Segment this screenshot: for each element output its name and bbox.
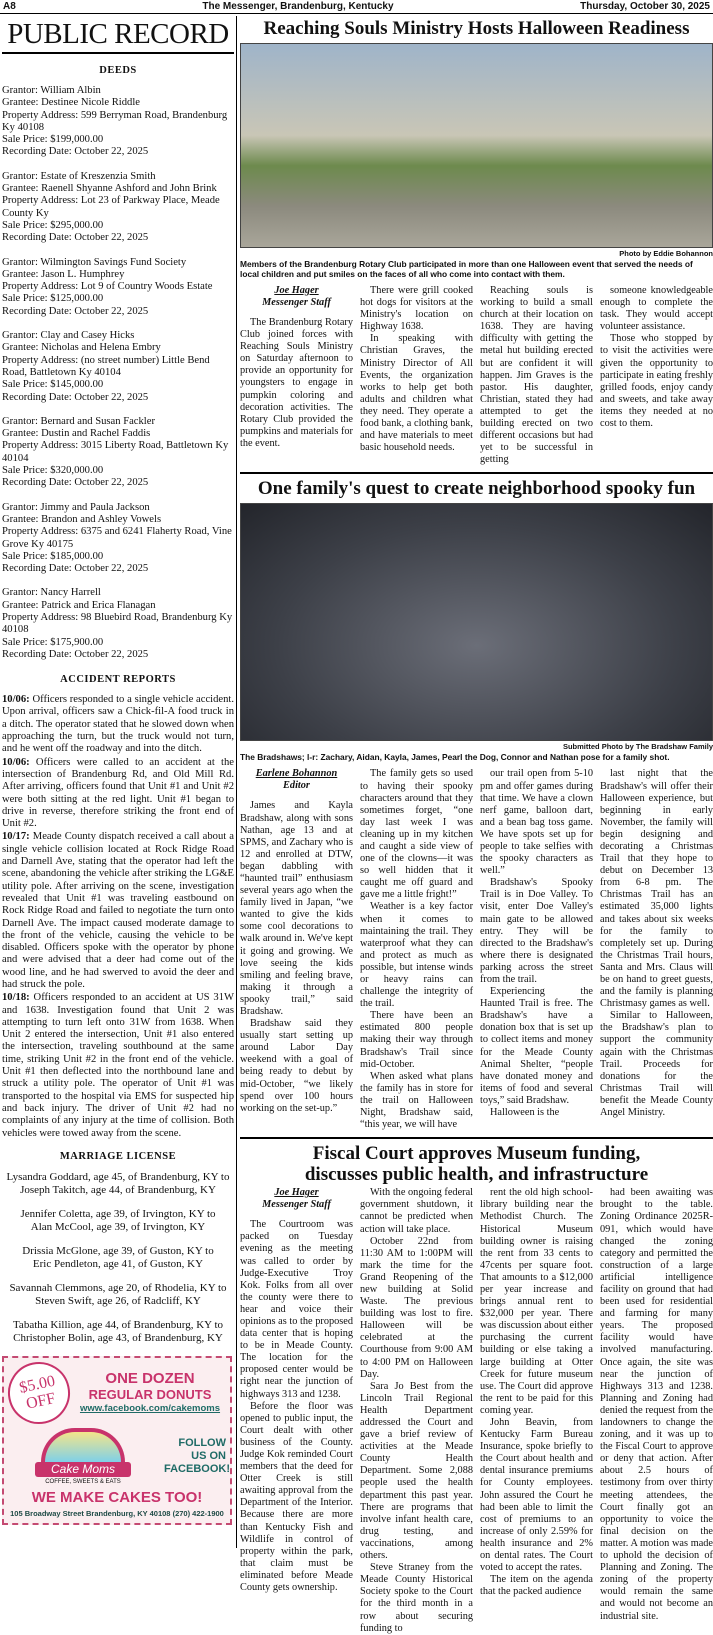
byline (240, 285, 353, 309)
headline: Fiscal Court approves Museum funding, discusses public health, and infrastructure (304, 1143, 649, 1186)
deed-line: Grantor: Wilmington Savings Fund Society (2, 256, 187, 268)
marriage-license (2, 1245, 234, 1271)
deed-record (2, 416, 234, 490)
deed-line: Recording Date: October 22, 2025 (2, 391, 149, 403)
article-fiscal-court (240, 1143, 713, 1634)
cake-moms-ad (2, 1356, 232, 1525)
article-body (240, 1187, 713, 1634)
brand-tagline: COFFEE, SWEETS & EATS (45, 1478, 121, 1485)
paragraph: Weather is a key factor when it comes to maintaining the trail. They waterproof what they can and protect as much as possible, but intense winds or heavy rains can challenge the integrity of the trail. (360, 901, 473, 1010)
article-column (480, 768, 593, 1119)
byline-name: Joe Hager (274, 1187, 319, 1199)
ad-offer (74, 1370, 226, 1415)
paragraph: rent the old high school-library building near the Methodist Church. The Historical Museum building owner is raising the rent from 33 cents to 47cents per square foot. That amounts to a $12,000 per year increase and brings annual rent to $32,000 per year. There was discussion about either purchasing the current building or else taking a large building at Otter Creek for future museum use. The Court did approve the rent to be paid for this coming year. (480, 1187, 593, 1416)
deed-line: Sale Price: $295,000.00 (2, 219, 104, 231)
marriage-license (2, 1319, 234, 1345)
headline: One family's quest to create neighborhood spooky fun (257, 478, 696, 500)
articles-area (240, 18, 713, 1635)
deed-line: Grantee: Destinee Nicole Riddle (2, 97, 140, 109)
paragraph: Sara Jo Best from the Lincoln Trail Regional Health Department addressed the Court and gave a brief review of activities at the Meade County Health Department. Some 2,088 people used the health department this past year. There are programs that involve infant health care, drug testing, and vaccinations, among others. (360, 1380, 473, 1562)
paragraph: Those who stopped by to visit the activities were given the opportunity to participate in eating freshly grilled foods, enjoy candy and sweets, and take away items they needed at no cost to them. (600, 333, 713, 430)
paragraph: When asked what plans the family has in store for the trail on Halloween Night, Bradshaw said, “this year, we will have (360, 1070, 473, 1131)
paragraph: last night that the Bradshaw's will offer their Halloween experience, but beginning in early November, the family will begin designing and decorating a Christmas Trail that they hope to debut on December 13 from 6-8 pm. The Christmas Trail has an estimated 35,000 lights and takes about six weeks for the family to completely set up. During the Christmas Trail hours, Santa and Mrs. Claus will be on hand to greet guests, and the family is planning Christmasy games as well. (600, 768, 713, 1010)
paragraph: Bradshaw said they usually start setting up around Labor Day weekend with a goal of being ready to debut by mid-October, “we likely spend over 100 hours working on the set-up.” (240, 1018, 353, 1114)
accident-date: 10/06: (2, 694, 30, 706)
paragraph: There were grill cooked hot dogs for visitors at the Ministry's location on Highway 1638. (360, 285, 473, 333)
deed-line: Sale Price: $145,000.00 (2, 379, 104, 391)
article-body (240, 285, 713, 466)
article-column (240, 285, 353, 450)
byline (240, 768, 353, 792)
accident-report (2, 831, 234, 991)
accident-heading: ACCIDENT REPORTS (60, 674, 176, 686)
cake-moms-logo (8, 1428, 158, 1486)
facebook-link[interactable]: www.facebook.com/cakemoms (79, 1403, 221, 1415)
deed-line: Sale Price: $320,000.00 (2, 465, 104, 477)
paragraph: The family gets so used to having their spooky characters around that they sometimes forget, “one day last week I was cleaning up in my kitchen and caught a side view of one of the clowns—it was so well hidden that it caught me off guard and gave me a little fright!” (360, 768, 473, 901)
ad-middle-row (8, 1428, 230, 1486)
follow-text: FOLLOW US ON FACEBOOK! (164, 1437, 230, 1476)
paragraph: Experiencing the Haunted Trail is free. The Bradshaw's have a donation box that is set up to collect items and money for the Meade County Animal Shelter, “people have donated money and items of food and several toys,” said Bradshaw. (480, 986, 593, 1106)
issue-date: Thursday, October 30, 2025 (580, 1, 710, 12)
page-number: A8 (3, 1, 16, 12)
deed-line: Grantor: Jimmy and Paula Jackson (2, 501, 150, 513)
coupon-amount: $5.00 OFF (17, 1372, 57, 1413)
deed-line: Grantor: Clay and Casey Hicks (2, 330, 135, 342)
article-column (600, 285, 713, 430)
accident-date: 10/06: (2, 756, 30, 768)
deed-line: Sale Price: $175,900.00 (2, 636, 104, 648)
deed-line: Grantee: Dustin and Rachel Faddis (2, 428, 151, 440)
ad-address: 105 Broadway Street Brandenburg, KY 40108 (270) 422-1900 (10, 1508, 224, 1518)
deed-line: Property Address: (no street number) Little Bend Road, Battletown Ky 40104 (2, 354, 210, 378)
byline-name: Joe Hager (274, 285, 319, 296)
deed-line: Property Address: 6375 and 6241 Flaherty Road, Vine Grove Ky 40175 (2, 526, 232, 550)
marriage-heading: MARRIAGE LICENSE (59, 1150, 177, 1162)
deed-line: Grantee: Jason L. Humphrey (2, 268, 125, 280)
article-column (240, 768, 353, 1114)
accident-text: Officers responded to an accident at US 31W and 1638. Investigation found that Unit 2 was attempting to turn left onto 31W from 1638. When Unit 2 entered the intersection, Unit #1 also entered the intersection, traveling southbound at the same time, striking Unit #2 in the front end of the vehicle. Unit #1 then deflected into the northbound lane and struck a utility pole. The operator of Unit #1 was transported to the hospital via EMS for suspected hip and back injury. The driver of Unit #2 had no complaints of any injury at the time of collision. Both vehicles were towed away from the scene. (2, 992, 234, 1139)
photo-credit: Photo by Eddie Bohannon (619, 249, 713, 258)
accident-report (2, 992, 234, 1140)
license-line: Jennifer Coletta, age 39, of Irvington, KY to (20, 1207, 216, 1220)
byline-name: Earlene Bohannon (255, 768, 338, 780)
license-line: Alan McCool, age 39, of Irvington, KY (30, 1220, 206, 1233)
paragraph: Reaching souls is working to build a small church at their location on 1638. They are having difficulty with getting the metal hut building erected but are confident it will happen. Jim Graves is the pastor. His daughter, Christian, stated they had attempted to get the building erected on two different occasions but had yet to be successful in getting (480, 285, 593, 466)
article-halloween-readiness (240, 18, 713, 466)
deed-record (2, 587, 234, 661)
paragraph: Halloween is the (490, 1107, 560, 1119)
bradshaw-family-photo (240, 503, 713, 741)
paragraph: our trail open from 5-10 pm and offer games during that time. We have a clown nerf game, balloon dart, and a bean bag toss game. We have spots set up for people to take selfies with the spooky characters as well.” (480, 768, 593, 877)
article-body (240, 768, 713, 1131)
deed-line: Property Address: 3015 Liberty Road, Battletown Ky 40104 (2, 440, 229, 464)
paragraph: Similar to Halloween, the Bradshaw's plan to support the community again with the Christmas Trail. Proceeds for donations for the Christmas Trail will benefit the Meade County Angel Ministry. (600, 1010, 713, 1119)
deed-line: Property Address: Lot 23 of Parkway Place, Meade County Ky (2, 195, 220, 219)
deed-line: Property Address: 599 Berryman Road, Brandenburg Ky 40108 (2, 109, 228, 133)
rotary-club-photo (240, 43, 713, 248)
article-column (360, 768, 473, 1131)
accident-text: Meade County dispatch received a call about a single vehicle collision located at Rock Ridge Road and Darnell Ave, stating that the operator had left the scene, abandoning the vehicle after striking the LG&E utility pole. After arriving on the scene, investigation revealed that Unit #1 was traveling eastbound on Rock Ridge Road and failed to negotiate the turn onto Darnell Ave. The impact caused moderate damage to the front of the vehicle, causing the vehicle to be disabled. Officers spoke with the operator by phone and were advised that a deer had come out of the wood line, and he had swerved to avoid the deer and had struck the pole. (2, 831, 235, 990)
deed-record (2, 502, 234, 576)
deed-line: Recording Date: October 22, 2025 (2, 563, 149, 575)
accident-text: Officers were called to an accident at the intersection of Brandenburg Rd, and Old Mill Rd. After arriving, officers found that Unit #1 and Unit #2 were both sitting at the red light. Unit #1 began to drive in reverse, therefore striking the front end of Unit #2. (2, 756, 234, 830)
deed-line: Grantor: William Albin (2, 85, 101, 96)
accident-report (2, 694, 234, 755)
deed-line: Sale Price: $125,000.00 (2, 293, 104, 305)
article-column (600, 1187, 713, 1622)
headline: Reaching Souls Ministry Hosts Halloween Readiness (263, 18, 690, 39)
paragraph: Bradshaw's Spooky Trail is in Doe Valley. To visit, enter Doe Valley's main gate to be allowed entry. They will be directed to the Bradshaw's where there is designated parking across the street from the trail. (480, 877, 593, 985)
article-column (240, 1187, 353, 1594)
paragraph: October 22nd from 11:30 AM to 1:00PM will mark the time for the Grand Reopening of the new building at Solid Waste. The previous building was lost to fire. Halloween will be celebrated at the Courthouse from 9:00 AM to 4:00 PM on Halloween Day. (360, 1235, 473, 1380)
ad-slogan: WE MAKE CAKES TOO! (31, 1488, 203, 1506)
byline (240, 1187, 353, 1211)
marriage-license (2, 1282, 234, 1308)
deed-line: Grantor: Bernard and Susan Fackler (2, 415, 155, 427)
paragraph: Steve Straney from the Meade County Historical Society spoke to the Court for the third month in a row about securing funding to (360, 1562, 473, 1634)
paragraph: Before the floor was opened to public input, the Court dealt with other business of the County. Judge Kok reminded Court members that the deed for Otter Creek is still awaiting approval from the Department of the Interior. Because there are more than Kentucky Fish and Wildlife in control of property within the park, that claim must be eliminated before Meade County gets ownership. (240, 1400, 353, 1594)
paragraph: John Beavin, from Kentucky Farm Bureau Insurance, spoke briefly to the Court about health and dental insurance premiums for County employees. John assured the Court he had been able to limit the cost of premiums to an increase of only 2.59% for health insurance and 2% on dental rates. The Court voted to accept the rates. (480, 1417, 593, 1574)
article-column (480, 1187, 593, 1598)
deeds-list (2, 85, 234, 661)
license-line: Joseph Takitch, age 44, of Brandenburg, KY (20, 1183, 216, 1196)
deed-line: Recording Date: October 22, 2025 (2, 146, 149, 158)
deed-record (2, 171, 234, 245)
article-spooky-fun (240, 478, 713, 1131)
photo-credit: Submitted Photo by The Bradshaw Family (562, 742, 713, 752)
deed-line: Grantee: Nicholas and Helena Embry (2, 342, 161, 354)
license-line: Christopher Bolin, age 43, of Brandenburg, KY (13, 1331, 223, 1344)
paragraph: The Courtroom was packed on Tuesday evening as the meeting was called to order by Judge-Executive Troy Kok. Folks from all over the county were there to hear and voice their opinions as to the proposed data center that is hoping to be in Meade County. The location for the proposed center would be right near the junction of highways 313 and 1238. (240, 1219, 353, 1400)
coupon-badge (2, 1356, 76, 1430)
deed-line: Sale Price: $185,000.00 (2, 550, 104, 562)
paragraph: The Brandenburg Rotary Club joined forces with Reaching Souls Ministry on Saturday afternoon to provide an opportunity for youngsters to engage in pumpkin coloring and decoration activities. The Rotary Club provided the pumpkins and materials for the event. (240, 317, 353, 449)
accident-date: 10/17: (2, 831, 30, 843)
accident-text: Officers responded to a single vehicle accident. Upon arrival, officers saw a Chick-fil-A food truck in a ditch. The operator stated that he slowed down when approaching the turn, but the truck would not turn, and he went off the roadway and into the ditch. (2, 694, 234, 755)
photo-caption: The Bradshaws; l-r: Zachary, Aidan, Kayla, James, Pearl the Dog, Connor and Nathan pose for a family shot. (240, 752, 670, 763)
deed-line: Recording Date: October 22, 2025 (2, 232, 149, 244)
deed-line: Grantee: Patrick and Erica Flanagan (2, 599, 156, 611)
paragraph: The item on the agenda that the packed audience (480, 1574, 593, 1598)
article-divider (240, 1137, 713, 1139)
deed-line: Recording Date: October 22, 2025 (2, 648, 149, 660)
accident-report (2, 757, 234, 831)
section-title: PUBLIC RECORD (2, 18, 234, 54)
marriage-list (2, 1171, 234, 1345)
paragraph: With the ongoing federal government shutdown, it cannot be predicted when action will take place. (360, 1187, 473, 1235)
cupcake-icon (41, 1428, 125, 1462)
article-column (480, 285, 593, 466)
marriage-license (2, 1208, 234, 1234)
deed-record (2, 330, 234, 404)
article-divider (240, 472, 713, 474)
license-line: Eric Pendleton, age 41, of Guston, KY (32, 1257, 204, 1270)
deed-record (2, 257, 234, 318)
photo-caption: Members of the Brandenburg Rotary Club participated in more than one Halloween event that served the needs of local children and put smiles on the faces of all who come into contact with them. (240, 259, 693, 279)
paragraph: someone knowledgeable enough to complete the task. They would accept volunteer assistance. (600, 285, 713, 333)
accident-list (2, 694, 234, 1140)
article-column (360, 285, 473, 454)
byline-role: Messenger Staff (262, 1199, 331, 1211)
paragraph: James and Kayla Bradshaw, along with sons Nathan, age 13 and at SPMS, and Zachary who is 12 and enrolled at DTW, began dabbling with “haunted trail” enthusiasm several years ago when the family lived in Japan, “we wanted to give the kids some cool decorations to walk around in. We've kept it going and growing. We love seeing the kids smiling and feeling brave, making it through a spooky trail,” said Bradshaw. (240, 800, 353, 1017)
license-line: Lysandra Goddard, age 45, of Brandenburg, KY to (6, 1170, 230, 1183)
deeds-heading: DEEDS (99, 65, 137, 76)
deed-line: Recording Date: October 22, 2025 (2, 305, 149, 317)
page-header (0, 0, 713, 14)
column-divider (236, 16, 237, 1548)
brand-name: Cake Moms (35, 1462, 131, 1477)
byline-role: Messenger Staff (262, 297, 331, 308)
deed-line: Grantor: Estate of Kreszenzia Smith (2, 170, 156, 182)
paragraph: There have been an estimated 800 people making their way through Bradshaw's Trail since mid-October. (360, 1010, 473, 1070)
license-line: Savannah Clemmons, age 20, of Rhodelia, KY to (9, 1281, 227, 1294)
paragraph: In speaking with Christian Graves, the Ministry Director of All Events, the organization works to help get both adults and children what they need. They operate a food bank, a clothing bank, and have materials to meet basic household needs. (360, 333, 473, 454)
article-column (600, 768, 713, 1119)
deed-record (2, 85, 234, 159)
deed-line: Recording Date: October 22, 2025 (2, 477, 149, 489)
article-column (360, 1187, 473, 1634)
license-line: Steven Swift, age 26, of Radcliff, KY (35, 1294, 201, 1307)
deed-line: Property Address: Lot 9 of Country Woods Estate (2, 281, 213, 293)
ad-line1: ONE DOZEN (105, 1370, 195, 1388)
deed-line: Sale Price: $199,000.00 (2, 134, 104, 146)
deed-line: Property Address: 98 Bluebird Road, Brandenburg Ky 40108 (2, 611, 233, 636)
ad-line2: REGULAR DONUTS (88, 1387, 212, 1403)
deed-line: Grantor: Nancy Harrell (2, 587, 101, 599)
public-record-column (2, 18, 234, 1525)
ad-top-row (8, 1362, 226, 1424)
deed-line: Grantee: Brandon and Ashley Vowels (2, 513, 162, 525)
paragraph: had been awaiting was brought to the table. Zoning Ordinance 2025R-091, which would have changed the zoning category and permitted the construction of a large artificial intelligence facility on ground that had been used for residential and farming for many years. The proposed facility would have involved manufacturing. Once again, the site was near the junction of Highways 313 and 1238. Planning and Zoning had denied the request from the landowners to change the zoning, and it was up to the Fiscal Court to approve or deny that action. After about 2.5 hours of testimony from over thirty meeting attendees, the Court finally got an opportunity to voice the final decision on the matter. A motion was made to uphold the decision of Planning and Zoning. The zoning of the property would remain the same and would not become an industrial site. (600, 1187, 713, 1622)
marriage-license (2, 1171, 234, 1197)
deed-line: Grantee: Raenell Shyanne Ashford and John Brink (2, 183, 217, 195)
accident-date: 10/18: (2, 992, 30, 1004)
license-line: Drissia McGlone, age 39, of Guston, KY to (22, 1244, 214, 1257)
license-line: Tabatha Killion, age 44, of Brandenburg, KY to (12, 1318, 223, 1331)
newspaper-name: The Messenger, Brandenburg, Kentucky (202, 1, 394, 12)
byline-role: Editor (283, 780, 310, 792)
